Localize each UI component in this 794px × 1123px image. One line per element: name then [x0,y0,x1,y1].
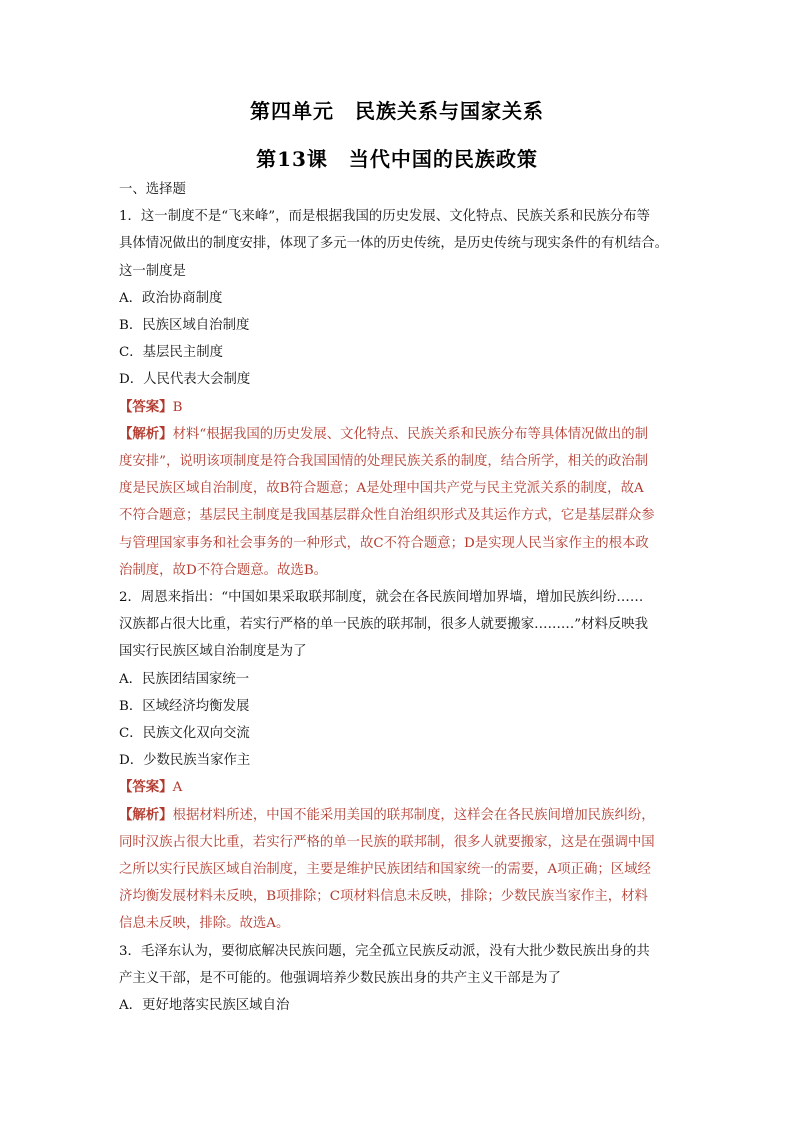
answer-value: B [172,399,183,415]
analysis-line: 济均衡发展材料未反映，B项排除；C项材料信息未反映，排除；少数民族当家作主，材料 [119,889,648,905]
analysis-line: 不符合题意；基层民主制度是我国基层群众性自治组织形式及其运作方式，它是基层群众参 [119,508,655,524]
analysis-label: 【解析】 [119,425,173,442]
option-a: A．民族团结国家统一 [119,671,250,687]
question-stem-line: 3．毛泽东认为，要彻底解决民族问题，完全孤立民族反动派，没有大批少数民族出身的共 [119,943,650,959]
analysis-line: 信息未反映，排除。故选A。 [119,916,290,932]
option-b: B．民族区域自治制度 [119,318,250,334]
question-stem-line: 国实行民族区域自治制度是为了 [119,644,307,660]
analysis-line [119,802,681,829]
answer-line [119,774,681,801]
answer-label: 【答案】 [119,398,173,415]
analysis-line: 度是民族区域自治制度，故B符合题意；A是处理中国共产党与民主党派关系的制度，故A [119,481,644,497]
question-stem-line: 这一制度是 [119,263,186,279]
option-d: D．人民代表大会制度 [119,372,251,388]
analysis-line: 与管理国家事务和社会事务的一种形式，故C不符合题意；D是实现人民当家作主的根本政 [119,535,649,551]
answer-value: A [172,780,183,796]
option-c: C．民族文化双向交流 [119,726,250,742]
question-stem-line: 2．周恩来指出：“中国如果采取联邦制度，就会在各民族间增加界墙，增加民族纠纷…… [119,590,644,606]
question-3 [119,938,681,1020]
analysis-line: 之所以实行民族区域自治制度，主要是维护民族团结和国家统一的需要，A项正确；区域经 [119,862,651,878]
question-stem-line: 汉族都占很大比重，若实行严格的单一民族的联邦制，很多人就要搬家………”材料反映我 [119,617,649,633]
analysis-line: 度安排”，说明该项制度是符合我国国情的处理民族关系的制度，结合所学，相关的政治制 [119,454,649,470]
option-a: A．政治协商制度 [119,290,223,306]
option-c: C．基层民主制度 [119,345,223,361]
section-heading: 一、选择题 [119,182,186,197]
answer-label: 【答案】 [119,779,173,796]
option-d: D．少数民族当家作主 [119,753,251,769]
option-b: B．区域经济均衡发展 [119,698,250,714]
lesson-title: 第13课 当代中国的民族政策 [256,147,538,171]
analysis-text: 根据材料所述，中国不能采用美国的联邦制度，这样会在各民族间增加民族纠纷， [172,807,655,823]
question-stem-line: 具体情况做出的制度安排，体现了多元一体的历史传统，是历史传统与现实条件的有机结合。 [119,236,669,252]
document-body [119,176,681,1019]
question-2 [119,584,681,938]
question-1 [119,203,681,584]
unit-title: 第四单元 民族关系与国家关系 [250,99,544,123]
question-stem-line: 产主义干部，是不可能的。他强调培养少数民族出身的共产主义干部是为了 [119,970,561,986]
analysis-line [119,421,681,448]
analysis-line: 治制度，故D不符合题意。故选B。 [119,562,328,578]
option-a: A．更好地落实民族区域自治 [119,998,290,1014]
analysis-text: 材料“根据我国的历史发展、文化特点、民族关系和民族分布等具体情况做出的制 [172,426,649,442]
analysis-label: 【解析】 [119,806,173,823]
analysis-line: 同时汉族占很大比重，若实行严格的单一民族的联邦制，很多人就要搬家，这是在强调中国 [119,834,655,850]
question-stem-line: 1．这一制度不是“飞来峰”，而是根据我国的历史发展、文化特点、民族关系和民族分布等 [119,209,651,225]
answer-line [119,394,681,421]
